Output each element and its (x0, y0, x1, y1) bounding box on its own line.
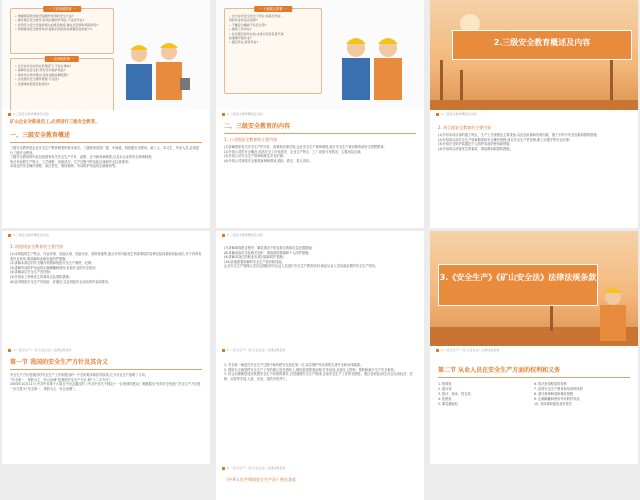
crumb-icon (222, 467, 225, 470)
text-line: • 保障作业安全的,穿好劳动保护用品? (15, 68, 66, 73)
section-heading: 3.《安全生产》《矿山安全法》法律法规条款 (439, 273, 597, 282)
text-line: 三级安全教育的内容包括国家有关安全生产方针、政策、法令和规章制度,以及本企业的安全规章制度; (10, 155, 153, 160)
text-line: 3. 批评、检举、控告权 (438, 392, 471, 396)
panel-title: 一 应该做的事 一 (45, 56, 79, 62)
text-line: 三级安全教育是企业安全生产教育制度的基本形式。三级教育是指厂级、车间级、班组级安全教育。新工人、实习生、外来人员,必须进行三级安全教育。 (10, 146, 200, 155)
do-panel (10, 58, 114, 116)
slide-thumb-13[interactable] (216, 464, 424, 500)
slide-subtitle: 3. 班组级安全教育的主要内容 (10, 244, 64, 249)
text-line: 2. 建议权 (438, 387, 452, 391)
slide-thumb-6[interactable] (430, 110, 638, 228)
text-line: (5)介绍本工种易发生的事故以及预防措施; (10, 274, 70, 279)
dont-panel (10, 8, 114, 54)
section-heading: 2.三级安全教育概述及内容 (493, 38, 591, 47)
crumb-icon (222, 234, 225, 237)
text-line: (4)介绍公司典型安全事故案例和教训,抢险、救灾、救人常识。 (224, 158, 313, 163)
breadcrumb: 2.三级安全教育概述及内容 (441, 112, 477, 116)
crumb-icon (436, 349, 439, 352)
slide-title: 第一节 我国的安全生产方针及其含义 (10, 359, 109, 366)
text-line: • 不戴安全帽或不系安全带? (229, 22, 267, 27)
text-line: 9. 正确佩戴和使用劳动防护用品 (534, 397, 580, 401)
text-line: (1)介绍本项目部的施工特点、生产工艺流程及主要设备,以及危险源和有害因素、施工中的不安全因素和预防措施; (438, 133, 598, 137)
breadcrumb: 2.三级安全教育概述及内容 (227, 112, 263, 116)
breadcrumb: 2.三级安全教育概述及内容 (227, 233, 263, 237)
slide-title: 第二节 从业人员在安全生产方面的权利和义务 (438, 367, 561, 374)
text-line: 安全生产方针是我国对安全生产工作所提出的一个总的要求和指导原则,它为安全生产指明了方向。 (10, 373, 149, 377)
text-line: 4. 拒绝权 (438, 397, 452, 401)
section-banner (438, 264, 598, 306)
slide-thumb-7[interactable] (2, 231, 210, 349)
workers-icon (334, 14, 418, 104)
slide-greeting: 矿山企业对新进员工,必须进行三级安全教育。 (10, 120, 100, 125)
text-line: (10)其他需要讲解的安全生产知识和技能。 (224, 259, 285, 264)
text-line: (7)讲解事故报告程序、紧急情况下的自救互救和应急处置措施; (224, 246, 313, 250)
text-line: 检测便开始作业? (229, 36, 252, 41)
text-line: • 保持作业场所整洁,及时消除各种隐患? (15, 72, 69, 77)
text-line: (3)介绍公司安全生产规章制度及安全纪律; (224, 154, 284, 159)
crumb-icon (8, 234, 11, 237)
slide-subtitle: 2. 项目部安全教育的主要内容 (438, 125, 492, 130)
text-line: • 自行在非自动作业的情况下,不存在事故? (15, 64, 72, 68)
text-line: (1)讲解国家有关安全生产的方针、政策和法律法规,企业安全生产规章制度,进行安全生产意识教育和安全思想教育; (224, 145, 385, 149)
slide-title: 一、三级安全教育概述 (10, 132, 71, 139)
text-line: 1. 知情权 (438, 382, 452, 386)
text-line: • 酒后作业,疲劳作业? (229, 40, 259, 45)
divider (10, 369, 202, 370)
slide-thumb-2[interactable] (216, 0, 424, 118)
cannot-panel (224, 8, 322, 94)
text-line: (4)讲解岗位安全生产责任制; (10, 270, 51, 275)
text-line: • 在有限空间作业前,未进行危险有害气体 (229, 31, 284, 36)
workers-icon (120, 8, 204, 104)
crumb-icon (222, 349, 225, 352)
breadcrumb: 3.《安全生产》《矿山安全法》法律法规条款 (441, 348, 500, 352)
text-line: 10. 发现事故隐患及时报告 (534, 402, 572, 406)
panel-title: 一 不能做人的事 一 (254, 6, 292, 12)
text-line: 7. 获得安全生产教育和培训的权利 (534, 387, 583, 391)
crumb-icon (8, 113, 11, 116)
text-line: 2. 预防为主就是把安全生产工作的重心放在预防上,强化隐患排查治理,打非治违,从源头上控制、预防和减少生产安全事故。 (224, 367, 397, 372)
breadcrumb: 3.《安全生产》《矿山安全法》法律法规条款 (227, 348, 286, 352)
rights-list (438, 382, 630, 407)
crumb-icon (8, 349, 11, 352)
slide-thumb-4[interactable] (2, 110, 210, 228)
slide-thumb-5[interactable] (216, 110, 424, 228)
slide-subtitle: 1. 公司级安全教育的主要内容 (224, 137, 278, 142)
text-line: (2)介绍公司的安全概况,包括安全工作发展史、企业生产特点、工厂设备分布情况、主要危险区域; (224, 149, 362, 154)
divider (438, 377, 630, 378)
divider (10, 142, 202, 143)
text-line: (3)讲解劳动防护用品的正确佩戴和使用,危险作业的安全知识; (10, 265, 97, 270)
breadcrumb: 2.三级安全教育概述及内容 (13, 233, 49, 237)
text-line: (6)宣讲班组安全生产好经验、好做法,以及班组安全活动的内容和要求。 (10, 279, 112, 284)
slide-thumb-9[interactable] (430, 231, 638, 349)
slide-title: 二、三级安全教育的内容 (224, 123, 291, 130)
text-line: “安全第一、预防为主、综合治理”是我国安全生产方针,即“十二字方针”。 (10, 377, 114, 382)
crumb-icon (222, 113, 225, 116)
text-line: (8)讲解危险化学品相关知识、事故预防措施和个人防护措施; (224, 250, 310, 255)
panel-title: 一 不应该做的事 一 (43, 6, 81, 12)
slide-thumb-8[interactable] (216, 231, 424, 349)
slide-thumb-3[interactable] (430, 0, 638, 118)
text-line: 2005年10月11日,中共中央第十六届五中全会通过的《中共中央关于制定十一五规划的建议》明确提出“坚持安全发展”,安全生产方针进一步完善为“安全第一、预防为主、综合治理”。 (10, 382, 201, 391)
text-line: (1)本班组的生产特点、作业环境、危险区域、设备状况、消防设施等,重点介绍可能发生伤害事故的各种危险因素和危险部位,对于有毒有害作业场所,要讲解职业病危害防护措施; (10, 252, 202, 261)
text-line: • 发现事故隐患及时报告? (15, 81, 50, 86)
slide-subtitle: 《中华人民共和国安全生产法》相关条款 (224, 477, 296, 482)
text-line: • 遵守相应安全规范,使用必要防护用品,不违章作业? (15, 18, 85, 23)
divider (224, 133, 416, 134)
text-line: • 擅离工作岗位? (229, 27, 252, 32)
text-line: (3)介绍安全防护装置及个人防护用品的使用和保管; (438, 142, 511, 147)
text-line: • 自觉遵守安全操作规程,不违章? (15, 77, 60, 82)
text-line: (2)讲解本岗位的安全操作规程和班组安全生产制度、纪律; (10, 261, 93, 266)
text-line: 所在车间的生产特点、工艺流程、设备状况、生产过程中的危险区域和安全注意事项; (10, 159, 130, 164)
text-line: (2)介绍项目部安全生产规章制度和安全操作规程,岗位安全生产责任制,职工应遵守的安全纪律; (438, 137, 570, 142)
slide-thumb-12[interactable] (430, 346, 638, 464)
text-line: 企业安全生产管理人员应定期组织对从业人员进行安全生产教育培训,保证从业人员具备必要的安全生产知识。 (224, 264, 379, 269)
crumb-icon (436, 113, 439, 116)
breadcrumb: 3.《安全生产》《矿山安全法》法律法规条款 (13, 348, 72, 352)
text-line: • 积极参加安全教育培训,提高识别危险和规避危险的能力? (15, 27, 93, 32)
text-line: (4)介绍项目部曾发生的事故、事故教训和预防措施。 (438, 146, 513, 151)
slide-thumb-1[interactable] (2, 0, 210, 118)
workers-illustration (120, 8, 204, 104)
text-line: • 使用符合安全设备和相关的规章制度,确认危险源和风险防范? (15, 22, 99, 27)
text-line: 3. 综合治理就是适应我国安全生产形势的要求,自觉遵循安全生产规律,正视安全生产工作的长期性、艰巨性和复杂性,综合运用经济、法律、行政等手段,人管、法治、技防多管齐下。 (224, 372, 413, 381)
section-banner (452, 30, 632, 60)
breadcrumb: 3.《安全生产》《矿山安全法》法律法规条款 (227, 466, 286, 470)
breadcrumb: 2.三级安全教育概述及内容 (13, 112, 49, 116)
text-line: (9)讲解本岗位的职业危害因素和防护措施; (224, 255, 284, 260)
slide-thumb-10[interactable] (2, 346, 210, 464)
text-line: 1. 安全第一就是在安全生产过程中始终把安全放在第一位,切实保护劳动者的生命安全和身体健康。 (224, 363, 363, 367)
text-line: 8. 遵守规章制度和操作规程 (534, 392, 574, 396)
text-line: • 掌握国家防治的设备操作使用的安全方法? (15, 14, 74, 18)
text-line: 本岗位的安全操作规程、岗位责任、事故案例、劳动防护用品的正确使用等。 (10, 164, 119, 169)
text-line: 6. 依法获得赔偿的权利 (534, 382, 567, 386)
text-line: 5. 紧急避险权 (438, 402, 458, 406)
text-line: • 自行在非安全状态下作业,如高空作业, (229, 14, 282, 18)
slide-thumb-11[interactable] (216, 346, 424, 464)
text-line: 冒险作业和违章指挥? (229, 18, 258, 23)
